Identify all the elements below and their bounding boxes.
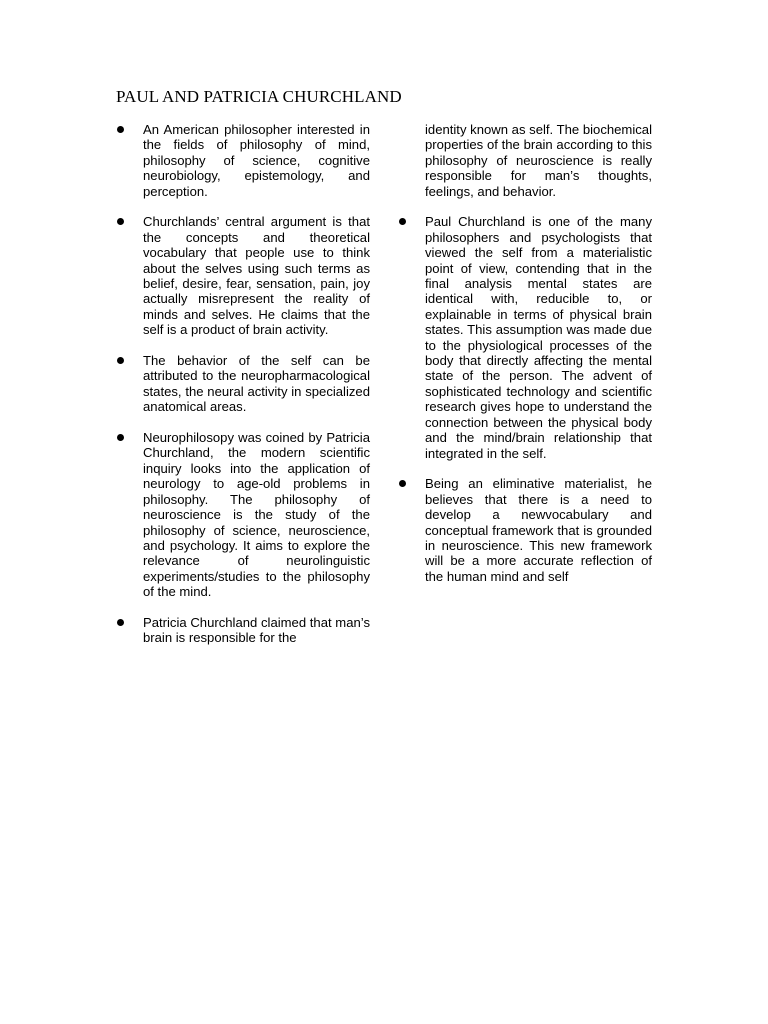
left-column bbox=[116, 122, 370, 661]
list-item bbox=[116, 430, 370, 599]
list-item bbox=[116, 615, 370, 646]
list-item-text: The behavior of the self can be attributed to the neuropharmacological states, the neural activity in specialized anatomical areas. bbox=[143, 353, 370, 415]
bullet-icon bbox=[399, 480, 406, 487]
list-item bbox=[116, 214, 370, 337]
page-title: PAUL AND PATRICIA CHURCHLAND bbox=[116, 87, 402, 106]
list-item-text: Neurophilosopy was coined by Patricia Churchland, the modern scientific inquiry looks into the application of neurology to age-old problems in philosophy. The philosophy of neuroscience is the study of the philosophy of science, neuroscience, and psychology. It aims to explore the relevance of neurolinguistic experiments/studies to the philosophy of the mind. bbox=[143, 430, 370, 600]
bullet-icon bbox=[117, 434, 124, 441]
right-column bbox=[398, 122, 652, 600]
list-item-text: An American philosopher interested in the fields of philosophy of mind, philosophy of science, cognitive neurobiology, epistemology, and perception. bbox=[143, 122, 370, 199]
list-item-text: Paul Churchland is one of the many philosophers and psychologists that viewed the self from a materialistic point of view, contending that in the final analysis mental states are identical with, reducible to, or explainable in terms of physical brain states. This assumption was made due to the physiological processes of the body that directly affecting the mental state of the person. The advent of sophisticated technology and scientific research gives hope to understand the connection between the physical body and the mind/brain relationship that integrated in the self. bbox=[425, 214, 652, 461]
list-item bbox=[398, 214, 652, 461]
bullet-icon bbox=[117, 357, 124, 364]
list-item bbox=[116, 122, 370, 199]
bullet-icon bbox=[117, 619, 124, 626]
list-item bbox=[398, 476, 652, 584]
bullet-icon bbox=[117, 218, 124, 225]
list-item-text: Patricia Churchland claimed that man’s brain is responsible for the bbox=[143, 614, 370, 646]
bullet-icon bbox=[399, 218, 406, 225]
list-item-text: Being an eliminative materialist, he believes that there is a need to develop a newvocabulary and conceptual framework that is grounded in neuroscience. This new framework will be a more accurate reflection of the human mind and self bbox=[425, 476, 652, 584]
list-item-continuation bbox=[398, 122, 652, 199]
list-item-text: Churchlands’ central argument is that the concepts and theoretical vocabulary that people use to think about the selves using such terms as belief, desire, fear, sensation, pain, joy actually misrepresent the reality of minds and selves. He claims that the self is a product of brain activity. bbox=[143, 214, 370, 338]
bullet-icon bbox=[117, 126, 124, 133]
list-item bbox=[116, 353, 370, 415]
list-item-text: identity known as self. The biochemical properties of the brain according to this philosophy of neuroscience is really responsible for man’s thoughts, feelings, and behavior. bbox=[425, 122, 652, 199]
